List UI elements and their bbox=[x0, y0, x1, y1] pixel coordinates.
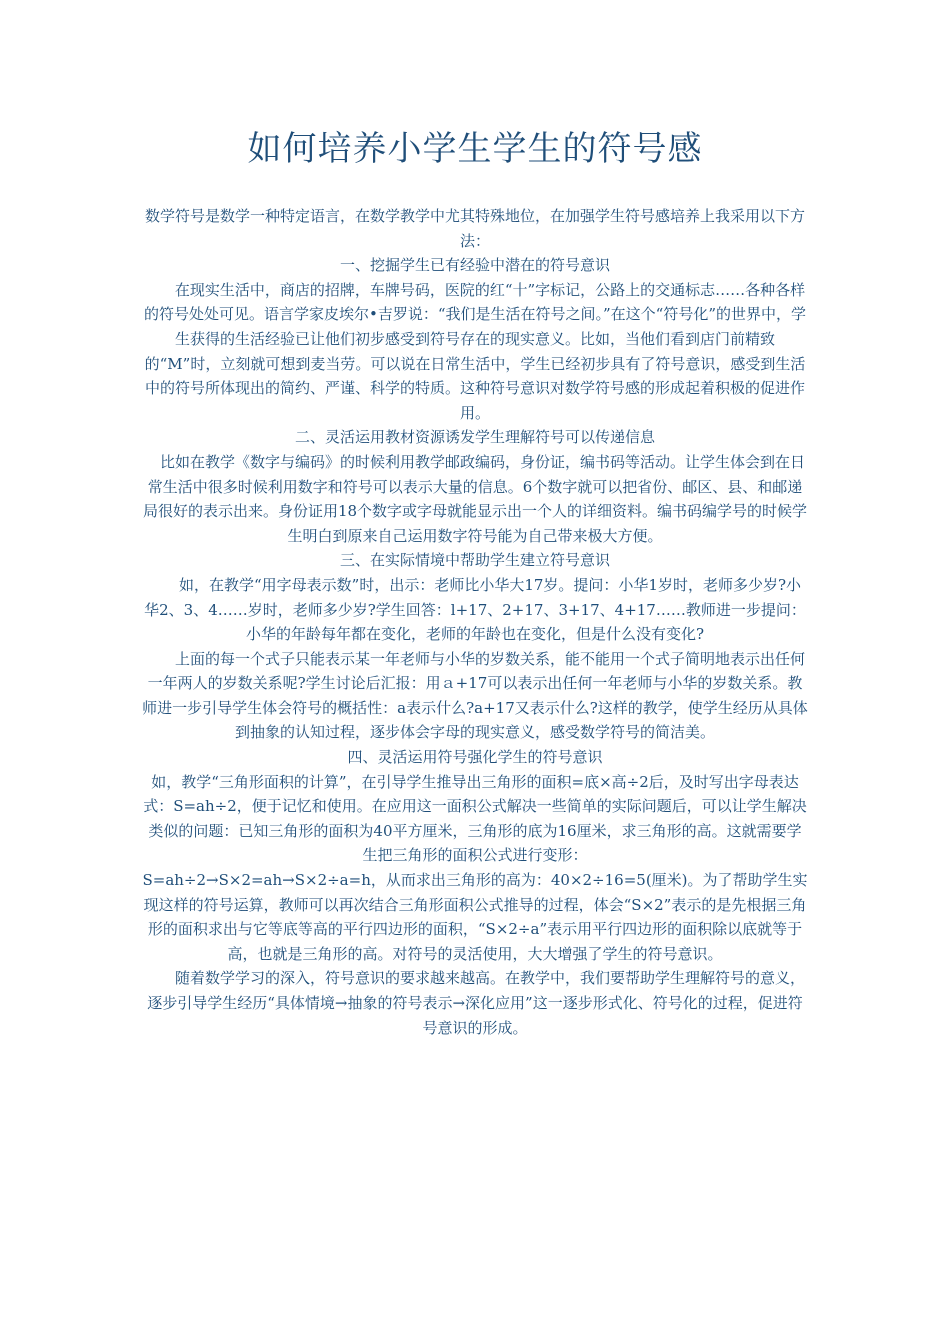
document-page bbox=[142, 120, 808, 1040]
document-title: 如何培养小学生学生的符号感 bbox=[247, 129, 703, 169]
section-paragraph: 比如在教学《数字与编码》的时候利用教学邮政编码，身份证，编书码等活动。让学生体会到在日常生活中很多时候利用数字和符号可以表示大量的信息。6个数字就可以把省份、邮区、县、和邮递局很好的表示出来。身份证用18个数字或字母就能显示出一个人的详细资料。编书码编学号的时候学生明白到原来自己运用数字符号能为自己带来极大方便。 bbox=[142, 452, 808, 545]
section-heading: 二、灵活运用教材资源诱发学生理解符号可以传递信息 bbox=[294, 428, 655, 447]
section-heading: 三、在实际情境中帮助学生建立符号意识 bbox=[339, 551, 610, 570]
section-paragraph: 随着数学学习的深入，符号意识的要求越来越高。在教学中，我们要帮助学生理解符号的意义，逐步引导学生经历“具体情境→抽象的符号表示→深化应用”这一逐步形式化、符号化的过程，促进符号意识的形成。 bbox=[144, 969, 805, 1037]
section-heading: 一、挖掘学生已有经验中潜在的符号意识 bbox=[339, 256, 610, 275]
section-paragraph: 在现实生活中，商店的招牌，车牌号码，医院的红“十”字标记，公路上的交通标志……各种各样的符号处处可见。语言学家皮埃尔•吉罗说：“我们是生活在符号之间。”在这个“符号化”的世界中，学生获得的生活经验已让他们初步感受到符号存在的现实意义。比如，当他们看到店门前精致的“M”时，立刻就可想到麦当劳。可以说在日常生活中，学生已经初步具有了符号意识，感受到生活中的符号所体现出的简约、严谨、科学的特质。这种符号意识对数学符号感的形成起着积极的促进作用。 bbox=[143, 280, 807, 422]
section-2 bbox=[142, 425, 808, 548]
section-paragraph: S=ah÷2→S×2=ah→S×2÷a=h，从而求出三角形的高为：40×2÷16=5(厘米)。为了帮助学生实现这样的符号运算，教师可以再次结合三角形面积公式推导的过程，体会“S×2”表示的是先根据三角形的面积求出与它等底等高的平行四边形的面积，“S×2÷a”表示用平行四边形的面积除以底就等于高，也就是三角形的高。对符号的灵活使用，大大增强了学生的符号意识。 bbox=[142, 871, 808, 963]
section-4 bbox=[142, 745, 808, 1040]
section-heading: 四、灵活运用符号强化学生的符号意识 bbox=[347, 748, 603, 767]
section-paragraph: 上面的每一个式子只能表示某一年老师与小华的岁数关系，能不能用一个式子简明地表示出任何一年两人的岁数关系呢?学生讨论后汇报：用ａ+17可以表示出任何一年老师与小华的岁数关系。教师进一步引导学生体会符号的概括性：a表示什么?a+17又表示什么?这样的教学，使学生经历从具体到抽象的认知过程，逐步体会字母的现实意义，感受数学符号的简洁美。 bbox=[142, 649, 808, 742]
section-paragraph: 如，教学“三角形面积的计算”，在引导学生推导出三角形的面积=底×高÷2后，及时写出字母表达式：S=ah÷2，便于记忆和使用。在应用这一面积公式解决一些简单的实际问题后，可以让学生解决类似的问题：已知三角形的面积为40平方厘米，三角形的底为16厘米，求三角形的高。这就需要学生把三角形的面积公式进行变形： bbox=[143, 772, 807, 865]
section-3 bbox=[142, 548, 808, 745]
section-paragraph: 如，在教学“用字母表示数”时，出示：老师比小华大17岁。提问：小华1岁时，老师多少岁?小华2、3、4……岁时，老师多少岁?学生回答：l+17、2+17、3+17、4+17……教师进一步提问：小华的年龄每年都在变化，老师的年龄也在变化，但是什么没有变化? bbox=[144, 575, 806, 644]
section-1 bbox=[142, 253, 808, 425]
intro-paragraph: 数学符号是数学一种特定语言，在数学教学中尤其特殊地位，在加强学生符号感培养上我采用以下方法： bbox=[144, 207, 805, 250]
